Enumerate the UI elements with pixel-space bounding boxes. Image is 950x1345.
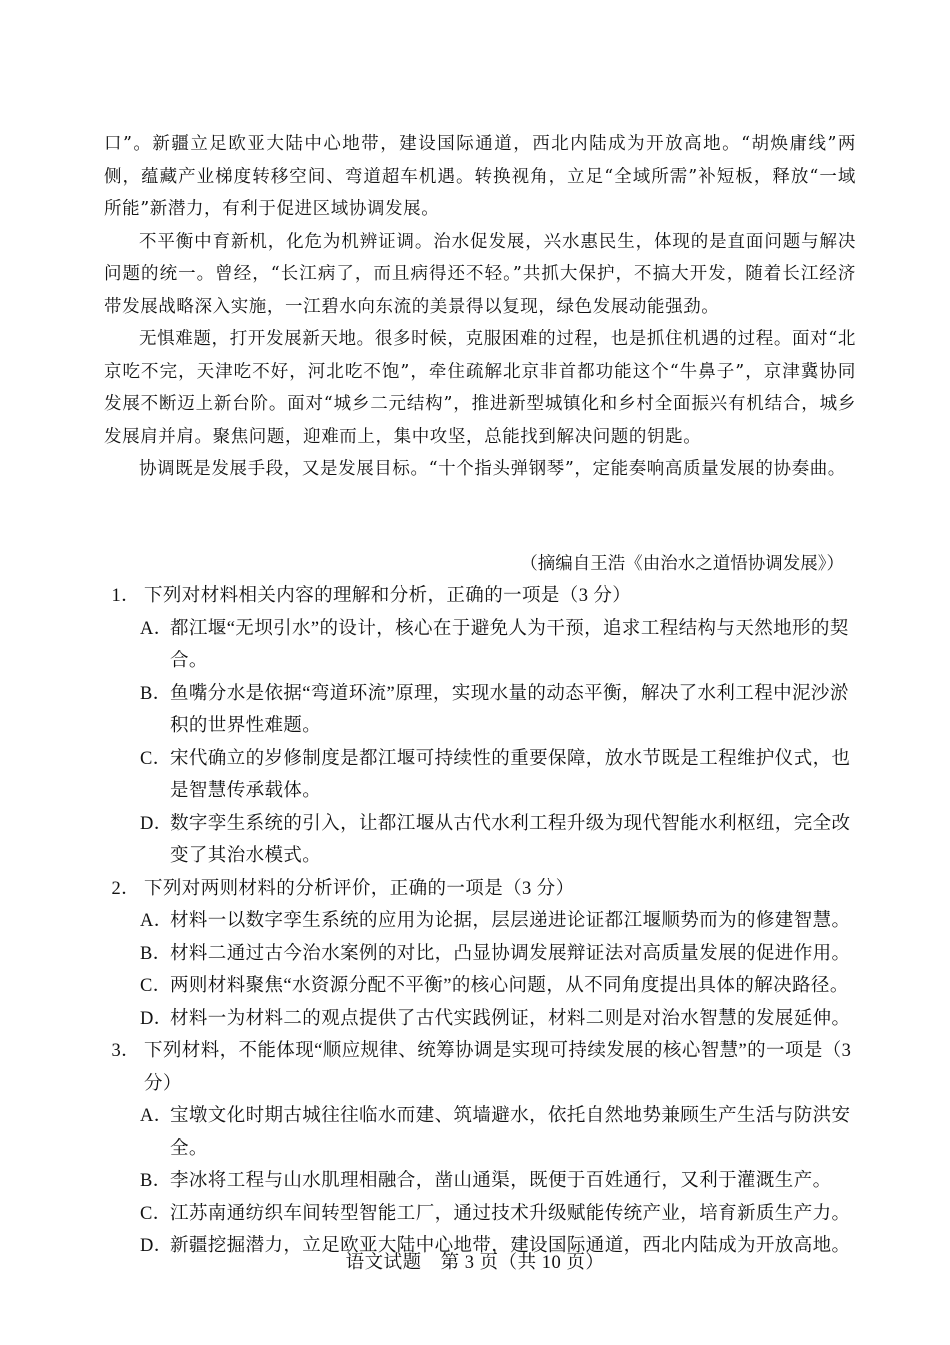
option-a <box>104 613 864 678</box>
option-a <box>104 1100 864 1165</box>
question-stem: 下列对材料相关内容的理解和分析，正确的一项是（3 分） <box>144 586 632 606</box>
option-text: 鱼嘴分水是依据“弯道环流”原理，实现水量的动态平衡，解决了水利工程中泥沙淤积的世界性难题。 <box>170 683 849 736</box>
option-label: A． <box>140 911 173 931</box>
reading-passage <box>104 128 856 486</box>
question-list <box>104 580 864 1263</box>
option-text: 材料一为材料二的观点提供了古代实践例证，材料二则是对治水智慧的发展延伸。 <box>170 1008 851 1029</box>
option-a <box>104 905 864 938</box>
option-text: 材料二通过古今治水案例的对比，凸显协调发展辩证法对高质量发展的促进作用。 <box>170 943 851 964</box>
question-number: 3． <box>111 1041 140 1061</box>
question-stem: 下列对两则材料的分析评价，正确的一项是（3 分） <box>144 878 575 899</box>
option-text: 数字孪生系统的引入，让都江堰从古代水利工程升级为现代智能水利枢纽，完全改变了其治水模式。 <box>170 813 851 866</box>
option-label: B． <box>140 1171 172 1191</box>
passage-source: （摘编自王浩《由治水之道悟协调发展》） <box>520 554 844 574</box>
option-b <box>104 1165 864 1198</box>
option-label: A． <box>140 618 173 639</box>
page-footer: 语文试题 第 3 页（共 10 页） <box>345 1253 605 1273</box>
option-c <box>104 743 864 808</box>
option-label: D． <box>140 1236 173 1256</box>
option-label: D． <box>140 1008 173 1029</box>
question-2 <box>104 873 864 1036</box>
option-text: 宋代确立的岁修制度是都江堰可持续性的重要保障，放水节既是工程维护仪式，也是智慧传承载体。 <box>170 748 851 801</box>
question-3 <box>104 1035 864 1263</box>
option-label: A． <box>140 1106 173 1126</box>
option-c <box>104 1198 864 1231</box>
option-text: 李冰将工程与山水肌理相融合，凿山通渠，既便于百姓通行，又利于灌溉生产。 <box>170 1171 832 1191</box>
option-text: 新疆挖掘潜力，立足欧亚大陆中心地带，建设国际通道，西北内陆成为开放高地。 <box>170 1236 851 1256</box>
option-label: C． <box>140 1203 172 1224</box>
question-number: 2． <box>111 878 140 899</box>
option-text: 江苏南通纺织车间转型智能工厂，通过技术升级赋能传统产业，培育新质生产力。 <box>170 1203 851 1224</box>
question-number: 1． <box>111 586 140 606</box>
option-text: 宝墩文化时期古城往往临水而建、筑墙避水，依托自然地势兼顾生产生活与防洪安全。 <box>170 1106 851 1159</box>
option-label: C． <box>140 976 172 996</box>
option-d <box>104 808 864 873</box>
option-b <box>104 938 864 971</box>
passage-paragraph: 口”。新疆立足欧亚大陆中心地带，建设国际通道，西北内陆成为开放高地。“胡焕庸线”两侧，蕴藏产业梯度转移空间、弯道超车机遇。转换视角，立足“全域所需”补短板，释放“一域所能”新潜力，有利于促进区域协调发展。 <box>104 134 856 219</box>
option-c <box>104 970 864 1003</box>
question-stem: 下列材料，不能体现“顺应规律、统筹协调是实现可持续发展的核心智慧”的一项是（3 分） <box>144 1041 852 1094</box>
question-1 <box>104 580 864 873</box>
option-label: B． <box>140 943 172 964</box>
option-d <box>104 1003 864 1036</box>
option-label: B． <box>140 683 172 704</box>
passage-paragraph: 不平衡中育新机，化危为机辨证调。治水促发展，兴水惠民生，体现的是直面问题与解决问题的统一。曾经，“长江病了，而且病得还不轻。”共抓大保护，不搞大开发，随着长江经济带发展战略深入实施，一江碧水向东流的美景得以复现，绿色发展动能强劲。 <box>104 231 856 317</box>
option-label: D． <box>140 813 173 834</box>
passage-paragraph: 协调既是发展手段，又是发展目标。“十个指头弹钢琴”，定能奏响高质量发展的协奏曲。 <box>139 459 846 479</box>
option-label: C． <box>140 748 172 769</box>
option-text: 两则材料聚焦“水资源分配不平衡”的核心问题，从不同角度提出具体的解决路径。 <box>170 976 849 996</box>
option-text: 材料一以数字孪生系统的应用为论据，层层递进论证都江堰顺势而为的修建智慧。 <box>170 911 851 931</box>
option-b <box>104 678 864 743</box>
passage-paragraph: 无惧难题，打开发展新天地。很多时候，克服困难的过程，也是抓住机遇的过程。面对“北京吃不完，天津吃不好，河北吃不饱”，牵住疏解北京非首都功能这个“牛鼻子”，京津冀协同发展不断迈上新台阶。面对“城乡二元结构”，推进新型城镇化和乡村全面振兴有机结合，城乡发展肩并肩。聚焦问题，迎难而上，集中攻坚，总能找到解决问题的钥匙。 <box>104 329 856 447</box>
option-text: 都江堰“无坝引水”的设计，核心在于避免人为干预，追求工程结构与天然地形的契合。 <box>170 618 849 671</box>
